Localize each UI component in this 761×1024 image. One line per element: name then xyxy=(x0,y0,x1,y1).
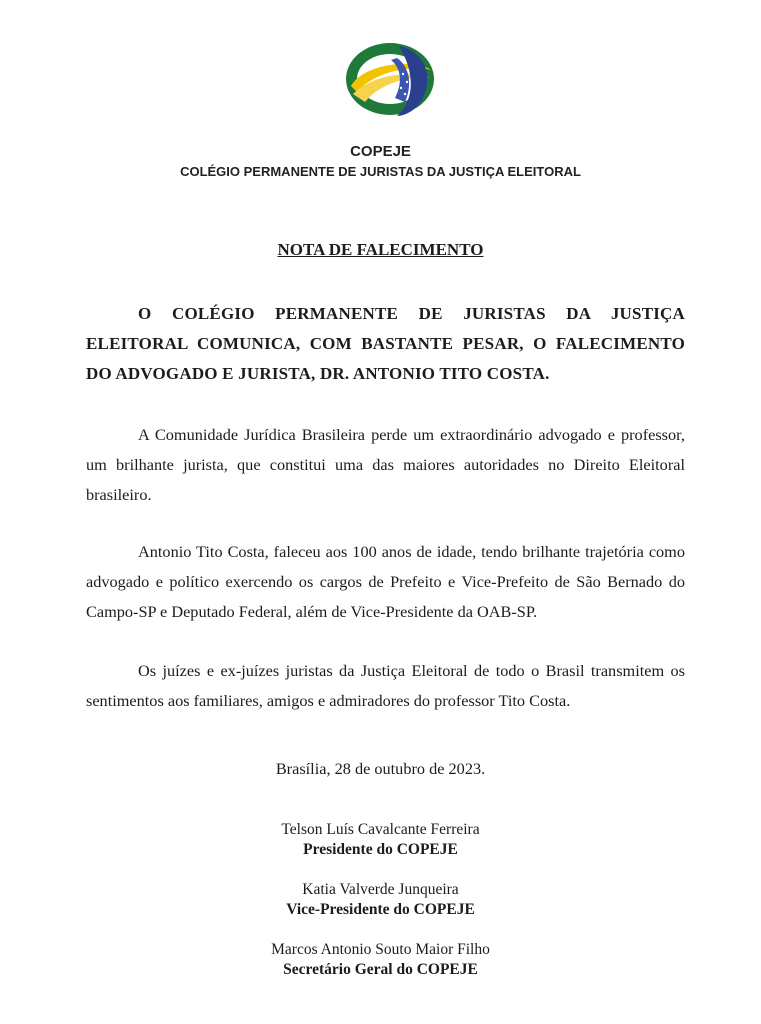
signature-name: Telson Luís Cavalcante Ferreira xyxy=(281,821,480,838)
notice-title: NOTA DE FALECIMENTO xyxy=(277,240,484,259)
notice-lead: O COLÉGIO PERMANENTE DE JURISTAS DA JUSTIÇA ELEITORAL COMUNICA, COM BASTANTE PESAR, O FALECIMENTO DO ADVOGADO E JURISTA, DR. ANTONIO TITO COSTA. xyxy=(86,304,685,383)
signature-president xyxy=(0,820,761,860)
org-acronym: COPEJE xyxy=(350,143,411,160)
notice-date: Brasília, 28 de outubro de 2023. xyxy=(275,759,486,778)
org-full-name: COLÉGIO PERMANENTE DE JURISTAS DA JUSTIÇA ELEITORAL xyxy=(180,164,581,179)
signature-name: Katia Valverde Junqueira xyxy=(302,881,459,898)
signature-vice-president xyxy=(0,880,761,920)
copeje-logo-icon xyxy=(343,36,437,120)
signature-role: Presidente do COPEJE xyxy=(303,841,458,858)
signature-name: Marcos Antonio Souto Maior Filho xyxy=(271,941,490,958)
paragraph-3: Os juízes e ex-juízes juristas da Justiça Eleitoral de todo o Brasil transmitem os sentimentos aos familiares, amigos e admiradores do professor Tito Costa. xyxy=(86,661,685,710)
signature-role: Vice-Presidente do COPEJE xyxy=(286,901,475,918)
signature-role: Secretário Geral do COPEJE xyxy=(283,961,478,978)
paragraph-2: Antonio Tito Costa, faleceu aos 100 anos de idade, tendo brilhante trajetória como advogado e político exercendo os cargos de Prefeito e Vice-Prefeito de São Bernado do Campo-SP e Deputado Federal, além de Vice-Presidente da OAB-SP. xyxy=(86,542,685,621)
paragraph-1: A Comunidade Jurídica Brasileira perde um extraordinário advogado e professor, um brilhante jurista, que constitui uma das maiores autoridades no Direito Eleitoral brasileiro. xyxy=(86,425,685,504)
signature-secretary xyxy=(0,940,761,980)
